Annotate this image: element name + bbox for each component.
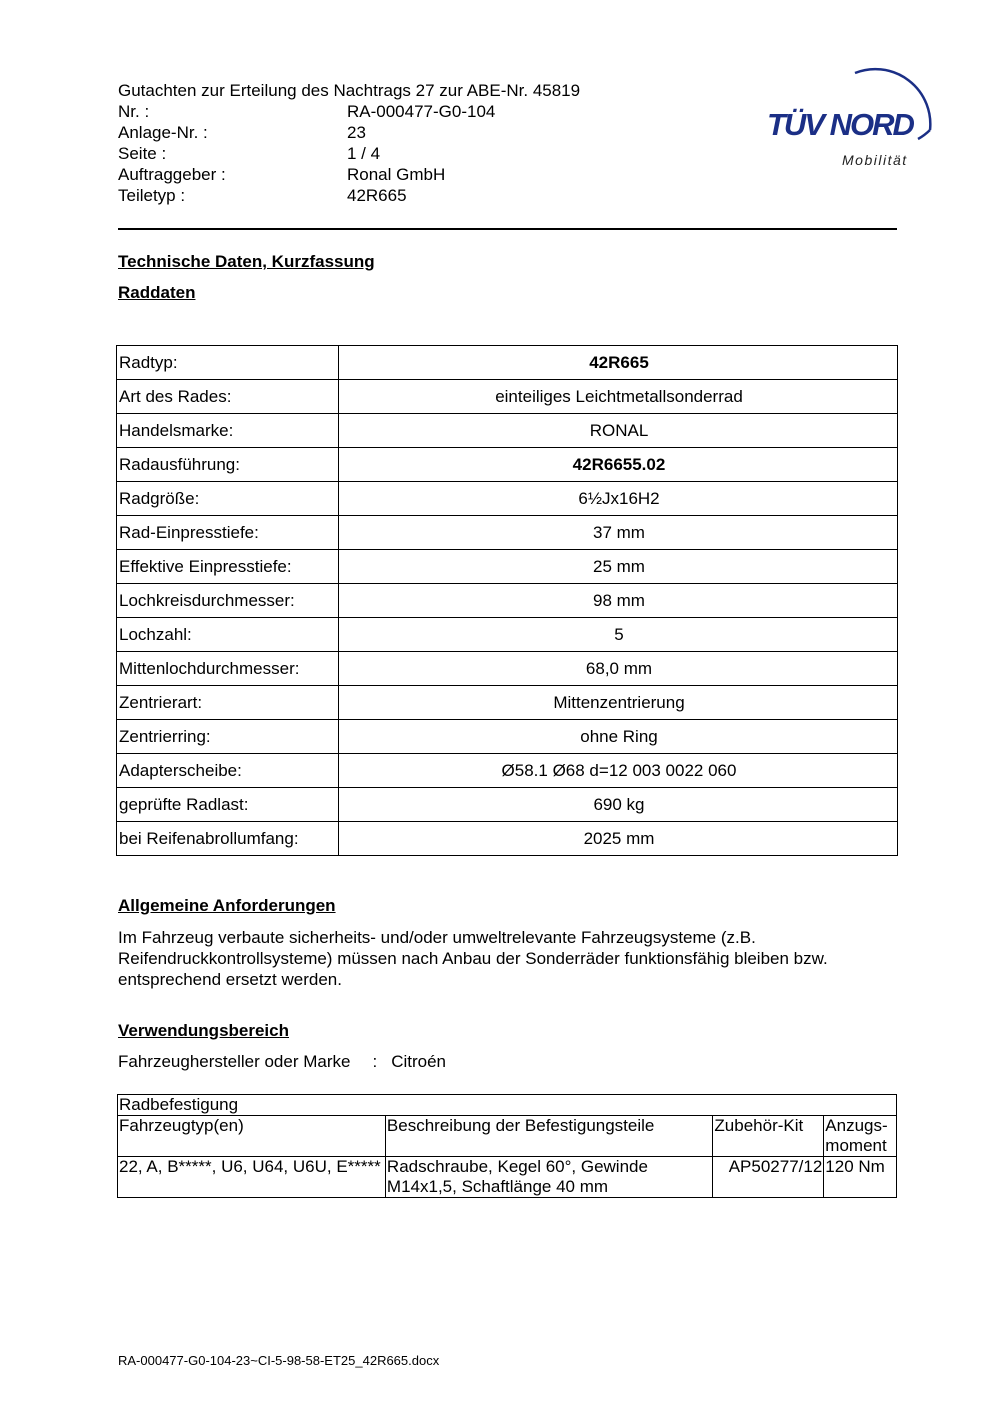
spec-value: 68,0 mm (339, 652, 898, 686)
fixing-caption: Radbefestigung (118, 1095, 897, 1116)
table-row (117, 686, 898, 720)
fixing-header-cell: Beschreibung der Befestigungsteile (385, 1116, 713, 1157)
spec-key: Radgröße: (117, 482, 339, 516)
header-label: Auftraggeber : (118, 165, 226, 184)
spec-key: Zentrierart: (117, 686, 339, 720)
header-value: 42R665 (347, 186, 407, 205)
requirements-title: Allgemeine Anforderungen (118, 896, 336, 915)
tuv-nord-logo (760, 55, 945, 175)
spec-value: einteiliges Leichtmetallsonderrad (339, 380, 898, 414)
table-row (117, 822, 898, 856)
fixing-cell: Radschraube, Kegel 60°, Gewinde M14x1,5, Schaftlänge 40 mm (385, 1157, 713, 1198)
spec-value: 25 mm (339, 550, 898, 584)
footer-filename: RA-000477-G0-104-23~CI-5-98-58-ET25_42R665.docx (118, 1353, 440, 1368)
table-row (117, 414, 898, 448)
spec-value: RONAL (339, 414, 898, 448)
table-row (117, 448, 898, 482)
spec-value: 42R6655.02 (339, 448, 898, 482)
header-label: Anlage-Nr. : (118, 123, 208, 142)
header-field-anlage (118, 122, 366, 143)
spec-key: Radtyp: (117, 346, 339, 380)
spec-key: Mittenlochdurchmesser: (117, 652, 339, 686)
maker-label: Fahrzeughersteller oder Marke (118, 1052, 351, 1071)
wheel-data-table (116, 345, 898, 856)
fixing-header-cell: Anzugs-moment (824, 1116, 897, 1157)
spec-key: bei Reifenabrollumfang: (117, 822, 339, 856)
table-row (118, 1157, 897, 1198)
fixing-header-cell: Fahrzeugtyp(en) (118, 1116, 386, 1157)
spec-value: 37 mm (339, 516, 898, 550)
spec-value: 42R665 (339, 346, 898, 380)
header-value: Ronal GmbH (347, 165, 446, 184)
header-value: RA-000477-G0-104 (347, 102, 496, 121)
usage-title: Verwendungsbereich (118, 1021, 289, 1040)
wheel-data-title: Raddaten (118, 283, 196, 302)
table-row (117, 516, 898, 550)
spec-key: Rad-Einpresstiefe: (117, 516, 339, 550)
fixing-cell: AP50277/12 (713, 1157, 824, 1198)
spec-value: ohne Ring (339, 720, 898, 754)
table-row (117, 720, 898, 754)
spec-value: 98 mm (339, 584, 898, 618)
table-row (117, 380, 898, 414)
maker-separator: : (372, 1052, 378, 1071)
spec-key: Lochzahl: (117, 618, 339, 652)
header-value: 23 (347, 123, 366, 142)
fixing-header-cell: Zubehör-Kit (713, 1116, 824, 1157)
vehicle-maker-line (118, 1052, 446, 1072)
spec-key: geprüfte Radlast: (117, 788, 339, 822)
header-value: 1 / 4 (347, 144, 381, 163)
maker-value: Citroén (391, 1052, 446, 1071)
spec-key: Zentrierring: (117, 720, 339, 754)
spec-value: 2025 mm (339, 822, 898, 856)
spec-key: Art des Rades: (117, 380, 339, 414)
table-row (117, 346, 898, 380)
table-row (117, 618, 898, 652)
spec-value: Ø58.1 Ø68 d=12 003 0022 060 (339, 754, 898, 788)
fixing-caption-row (118, 1095, 897, 1116)
spec-key: Handelsmarke: (117, 414, 339, 448)
spec-key: Radausführung: (117, 448, 339, 482)
document-title: Gutachten zur Erteilung des Nachtrags 27 zur ABE-Nr. 45819 (118, 81, 581, 100)
spec-key: Effektive Einpresstiefe: (117, 550, 339, 584)
requirements-text: Im Fahrzeug verbaute sicherheits- und/oder umweltrelevante Fahrzeugsysteme (z.B. Reifendruckkontrollsysteme) müssen nach Anbau der Sonderräder funktionsfähig bleiben bzw. entsprechend ersetzt werden. (118, 928, 828, 989)
table-row (117, 550, 898, 584)
section-title: Technische Daten, Kurzfassung (118, 252, 375, 271)
header-field-seite (118, 143, 380, 164)
header-divider (118, 228, 897, 230)
table-row (117, 652, 898, 686)
wheel-fixing-table (117, 1094, 897, 1198)
logo-subtitle: Mobilität (842, 152, 908, 168)
spec-value: 690 kg (339, 788, 898, 822)
fixing-cell: 22, A, B*****, U6, U64, U6U, E***** (118, 1157, 386, 1198)
header-field-auftraggeber (118, 164, 445, 185)
spec-value: 5 (339, 618, 898, 652)
spec-value: 6½Jx16H2 (339, 482, 898, 516)
fixing-cell: 120 Nm (824, 1157, 897, 1198)
fixing-header-row (118, 1116, 897, 1157)
spec-key: Lochkreisdurchmesser: (117, 584, 339, 618)
header-field-nr (118, 101, 495, 122)
table-row (117, 482, 898, 516)
spec-key: Adapterscheibe: (117, 754, 339, 788)
header-label: Teiletyp : (118, 186, 186, 205)
spec-value: Mittenzentrierung (339, 686, 898, 720)
table-row (117, 788, 898, 822)
table-row (117, 584, 898, 618)
logo-brand: TÜV NORD (767, 107, 913, 142)
header-label: Seite : (118, 144, 167, 163)
table-row (117, 754, 898, 788)
header-label: Nr. : (118, 102, 150, 121)
header-field-teiletyp (118, 185, 407, 206)
